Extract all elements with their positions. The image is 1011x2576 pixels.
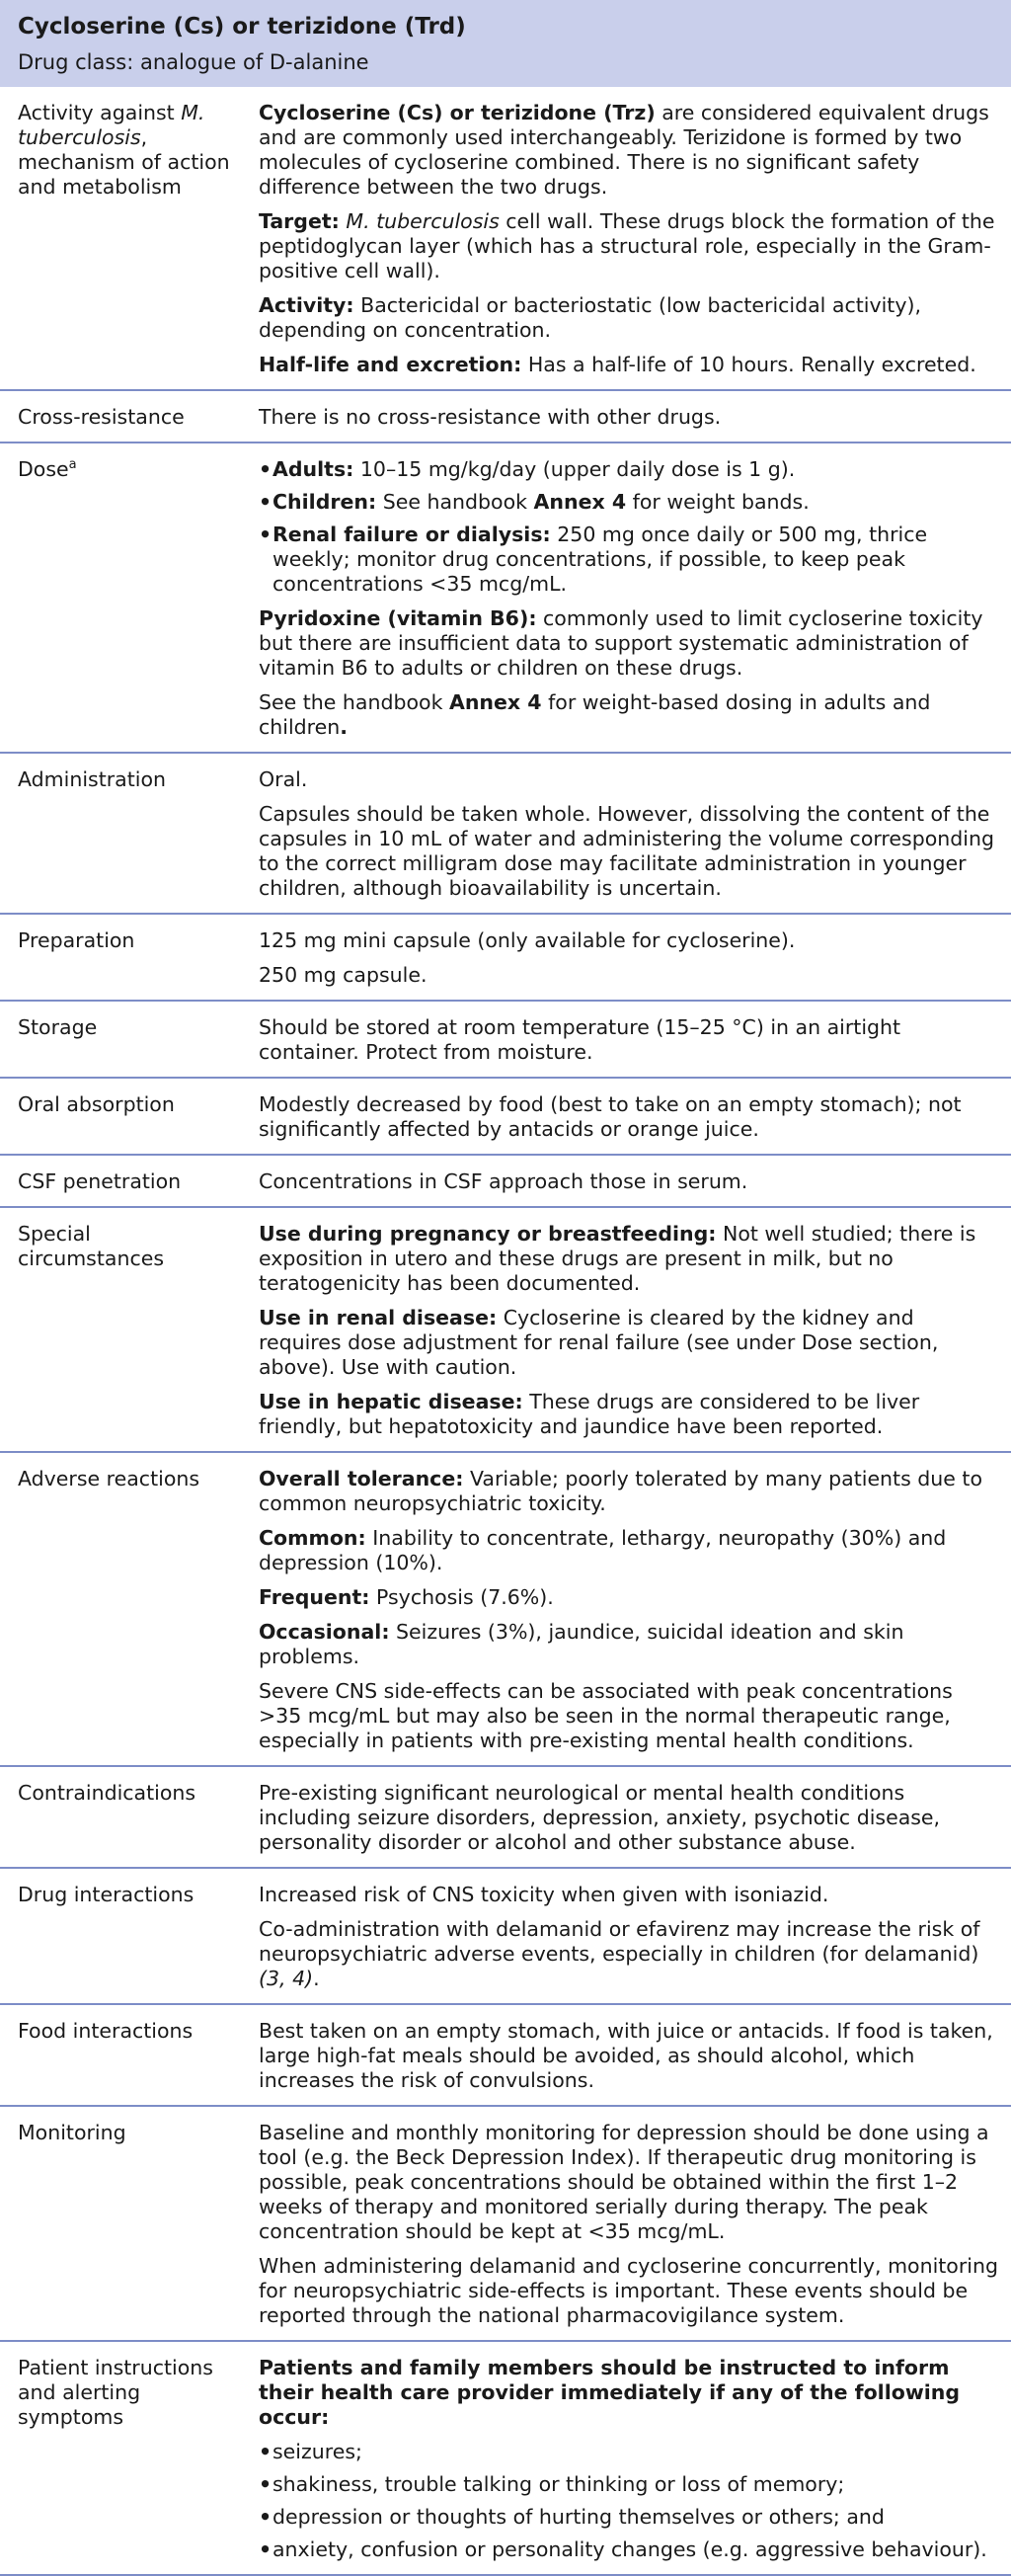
row-csf-penetration bbox=[0, 1155, 1011, 1207]
row-label: Oral absorption bbox=[18, 1092, 175, 1116]
paragraph: Occasional: Seizures (3%), jaundice, suicidal ideation and skin problems. bbox=[259, 1620, 904, 1668]
paragraph: Common: Inability to concentrate, lethargy, neuropathy (30%) and depression (10%). bbox=[259, 1526, 947, 1574]
row-content bbox=[245, 1452, 1011, 1766]
paragraph: 125 mg mini capsule (only available for cycloserine). bbox=[259, 928, 796, 952]
paragraph: Oral. bbox=[259, 767, 308, 791]
row-label: Drug interactions bbox=[18, 1883, 194, 1906]
citation: (3, 4) bbox=[259, 1967, 314, 1990]
paragraph: Baseline and monthly monitoring for depression should be done using a tool (e.g. the Beck Depression Index). If therapeutic drug monitoring is possible, peak concentrations should be obtained within the first 1–2 weeks of therapy and monitored serially during therapy. The peak concentration should be kept at <35 mcg/mL. bbox=[259, 2121, 989, 2243]
row-label: Storage bbox=[18, 1015, 98, 1039]
paragraph: Target: M. tuberculosis cell wall. These drugs block the formation of the peptidoglycan layer (which has a structural role, especially in the Gram-positive cell wall). bbox=[259, 209, 995, 282]
row-content bbox=[245, 1207, 1011, 1452]
drug-title: Cycloserine (Cs) or terizidone (Trd) bbox=[18, 14, 466, 40]
row-content bbox=[245, 2106, 1011, 2341]
row-storage bbox=[0, 1001, 1011, 1078]
bullet-icon: • bbox=[259, 2537, 272, 2561]
list-item: • Renal failure or dialysis: 250 mg once daily or 500 mg, thrice weekly; monitor drug concentrations, if possible, to keep peak concentrations <35 mcg/mL. bbox=[259, 523, 928, 596]
row-label: Administration bbox=[18, 767, 167, 791]
row-content bbox=[245, 2004, 1011, 2106]
list-item: • anxiety, confusion or personality changes (e.g. aggressive behaviour). bbox=[259, 2537, 987, 2561]
bullet-icon: • bbox=[259, 490, 272, 514]
row-label: Cross-resistance bbox=[18, 405, 185, 429]
row-preparation bbox=[0, 914, 1011, 1001]
bullet-icon: • bbox=[259, 457, 272, 481]
bullet-icon: • bbox=[259, 2472, 272, 2496]
paragraph: Activity: Bactericidal or bacteriostatic (low bactericidal activity), depending on concentration. bbox=[259, 293, 921, 342]
paragraph: Half-life and excretion: Has a half-life of 10 hours. Renally excreted. bbox=[259, 353, 976, 376]
row-monitoring bbox=[0, 2106, 1011, 2341]
paragraph: Use during pregnancy or breastfeeding: Not well studied; there is exposition in utero and these drugs are present in milk, but no teratogenicity has been documented. bbox=[259, 1222, 976, 1295]
row-label: CSF penetration bbox=[18, 1169, 182, 1193]
row-content bbox=[245, 1766, 1011, 1868]
paragraph: Increased risk of CNS toxicity when given with isoniazid. bbox=[259, 1883, 829, 1906]
list-item: • Adults: 10–15 mg/kg/day (upper daily dose is 1 g). bbox=[259, 457, 796, 481]
paragraph: Modestly decreased by food (best to take on an empty stomach); not significantly affected by antacids or orange juice. bbox=[259, 1092, 962, 1141]
row-content bbox=[245, 390, 1011, 443]
monograph-header bbox=[0, 0, 1011, 87]
row-label: Dose$^a$ bbox=[18, 457, 77, 481]
paragraph: Capsules should be taken whole. However, dissolving the content of the capsules in 10 mL of water and administering the volume corresponding to the correct milligram dose may facilitate administration in younger children, although bioavailability is uncertain. bbox=[259, 802, 994, 900]
bullet-icon: • bbox=[259, 523, 272, 546]
row-food-interactions bbox=[0, 2004, 1011, 2106]
row-content bbox=[245, 753, 1011, 914]
paragraph: Best taken on an empty stomach, with juice or antacids. If food is taken, large high-fat meals should be avoided, as should alcohol, which increases the risk of convulsions. bbox=[259, 2019, 993, 2092]
row-content bbox=[245, 2341, 1011, 2575]
row-activity bbox=[0, 87, 1011, 390]
row-label: Contraindications bbox=[18, 1781, 196, 1805]
paragraph: Patients and family members should be instructed to inform their health care provider immediately if any of the following occur: bbox=[259, 2356, 961, 2429]
row-label: Preparation bbox=[18, 928, 135, 952]
paragraph: Should be stored at room temperature (15–25 °C) in an airtight container. Protect from moisture. bbox=[259, 1015, 901, 1064]
monograph-table bbox=[0, 87, 1011, 2576]
drug-class: Drug class: analogue of D-alanine bbox=[18, 50, 369, 74]
row-label: Adverse reactions bbox=[18, 1467, 200, 1490]
row-patient-instructions bbox=[0, 2341, 1011, 2575]
row-content bbox=[245, 443, 1011, 753]
paragraph: Concentrations in CSF approach those in serum. bbox=[259, 1169, 748, 1193]
row-administration bbox=[0, 753, 1011, 914]
paragraph: Frequent: Psychosis (7.6%). bbox=[259, 1585, 554, 1609]
paragraph: Overall tolerance: Variable; poorly tolerated by many patients due to common neuropsychiatric toxicity. bbox=[259, 1467, 983, 1515]
footnote-marker: a bbox=[68, 457, 77, 473]
row-label: Patient instructions and alerting symptoms bbox=[18, 2356, 213, 2429]
row-content bbox=[245, 1868, 1011, 2004]
paragraph: 250 mg capsule. bbox=[259, 963, 428, 987]
list-item: • depression or thoughts of hurting themselves or others; and bbox=[259, 2505, 885, 2529]
row-adverse-reactions bbox=[0, 1452, 1011, 1766]
paragraph: Severe CNS side-effects can be associated with peak concentrations >35 mcg/mL but may also be seen in the normal therapeutic range, especially in patients with pre-existing mental health conditions. bbox=[259, 1679, 953, 1752]
row-contraindications bbox=[0, 1766, 1011, 1868]
row-content bbox=[245, 1155, 1011, 1207]
paragraph: Pre-existing significant neurological or mental health conditions including seizure disorders, depression, anxiety, psychotic disease, personality disorder or alcohol and other substance abuse. bbox=[259, 1781, 941, 1854]
row-content bbox=[245, 914, 1011, 1001]
row-cross-resistance bbox=[0, 390, 1011, 443]
paragraph: Use in renal disease: Cycloserine is cleared by the kidney and requires dose adjustment for renal failure (see under Dose section, above). Use with caution. bbox=[259, 1306, 939, 1379]
list-item: • shakiness, trouble talking or thinking or loss of memory; bbox=[259, 2472, 845, 2496]
row-label: Monitoring bbox=[18, 2121, 126, 2144]
row-label: Activity against M. tuberculosis, mechanism of action and metabolism bbox=[18, 101, 230, 199]
row-dose bbox=[0, 443, 1011, 753]
bullet-icon: • bbox=[259, 2505, 272, 2529]
row-drug-interactions bbox=[0, 1868, 1011, 2004]
row-content bbox=[245, 1078, 1011, 1155]
row-content bbox=[245, 1001, 1011, 1078]
row-label: Food interactions bbox=[18, 2019, 194, 2043]
bullet-icon: • bbox=[259, 2440, 272, 2463]
row-content bbox=[245, 87, 1011, 390]
list-item: • seizures; bbox=[259, 2440, 362, 2463]
paragraph: Use in hepatic disease: These drugs are considered to be liver friendly, but hepatotoxicity and jaundice have been reported. bbox=[259, 1390, 920, 1438]
row-oral-absorption bbox=[0, 1078, 1011, 1155]
paragraph: Pyridoxine (vitamin B6): commonly used to limit cycloserine toxicity but there are insufficient data to support systematic administration of vitamin B6 to adults or children on these drugs. bbox=[259, 606, 983, 680]
paragraph: Co-administration with delamanid or efavirenz may increase the risk of neuropsychiatric adverse events, especially in children (for delamanid) (3, 4). bbox=[259, 1917, 980, 1990]
paragraph: There is no cross-resistance with other drugs. bbox=[259, 405, 722, 429]
row-special-circumstances bbox=[0, 1207, 1011, 1452]
list-item: • Children: See handbook Annex 4 for weight bands. bbox=[259, 490, 810, 514]
paragraph: When administering delamanid and cycloserine concurrently, monitoring for neuropsychiatric side-effects is important. These events should be reported through the national pharmacovigilance system. bbox=[259, 2254, 998, 2327]
paragraph: Cycloserine (Cs) or terizidone (Trz) are considered equivalent drugs and are commonly used interchangeably. Terizidone is formed by two molecules of cycloserine combined. There is no significant safety difference between the two drugs. bbox=[259, 101, 989, 199]
row-label: Special circumstances bbox=[18, 1222, 165, 1270]
paragraph: See the handbook Annex 4 for weight-based dosing in adults and children. bbox=[259, 690, 931, 739]
